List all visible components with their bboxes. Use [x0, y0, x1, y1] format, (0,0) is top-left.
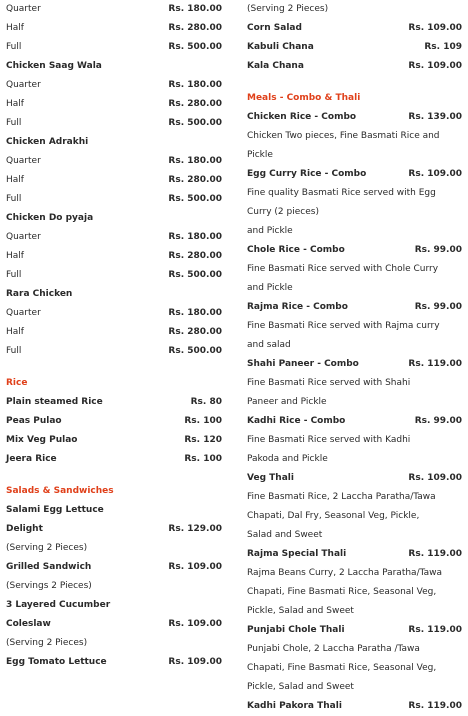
menu-item [247, 412, 462, 431]
item-description [247, 317, 462, 336]
item-description [247, 184, 462, 203]
item-description [247, 0, 462, 19]
menu-item [6, 450, 222, 469]
item-description-text: Fine quality Basmati Rice served with Egg [247, 188, 436, 198]
portion-option-text: Quarter [6, 4, 41, 14]
menu-item [247, 355, 462, 374]
menu-item-text: Salami Egg Lettuce [6, 505, 104, 515]
item-description [247, 279, 462, 298]
portion-option-text: Half [6, 327, 24, 337]
price: Rs. 280.00 [168, 251, 222, 261]
item-description-text: Chapati, Fine Basmati Rice, Seasonal Veg, [247, 587, 437, 597]
item-description-text: (Servings 2 Pieces) [6, 581, 92, 591]
portion-option [6, 76, 222, 95]
item-description [247, 336, 462, 355]
portion-option [6, 247, 222, 266]
item-description [247, 260, 462, 279]
portion-option-text: Full [6, 346, 22, 356]
portion-option-text: Quarter [6, 232, 41, 242]
menu-item-text: Chicken Adrakhi [6, 137, 89, 147]
portion-option-text: Quarter [6, 308, 41, 318]
menu-item-text: Peas Pulao [6, 416, 62, 426]
menu-item-text: Kabuli Chana [247, 42, 314, 52]
item-description [247, 146, 462, 165]
item-description [247, 564, 462, 583]
menu-item-text: 3 Layered Cucumber [6, 600, 111, 610]
menu-item [6, 285, 222, 304]
item-description-text: and salad [247, 340, 291, 350]
portion-option [6, 19, 222, 38]
menu-item [6, 209, 222, 228]
portion-option [6, 304, 222, 323]
menu-item [247, 545, 462, 564]
item-description [247, 488, 462, 507]
menu-item-text: Plain steamed Rice [6, 397, 103, 407]
menu-item [6, 393, 222, 412]
price: Rs. 99.00 [414, 302, 462, 312]
menu-item [6, 653, 222, 672]
price: Rs. 99.00 [414, 245, 462, 255]
menu-item [6, 520, 222, 539]
price: Rs. 180.00 [168, 308, 222, 318]
item-description [247, 203, 462, 222]
item-description-text: Fine Basmati Rice served with Kadhi [247, 435, 411, 445]
item-description-text: Pickle, Salad and Sweet [247, 682, 354, 692]
menu-item [6, 57, 222, 76]
price: Rs. 100 [184, 416, 222, 426]
menu-item-text: Rajma Special Thali [247, 549, 347, 559]
item-description-text: Fine Basmati Rice, 2 Laccha Paratha/Tawa [247, 492, 436, 502]
price: Rs. 109.00 [408, 23, 462, 33]
price: Rs. 180.00 [168, 156, 222, 166]
menu-item [6, 133, 222, 152]
portion-option [6, 152, 222, 171]
price: Rs. 109.00 [408, 473, 462, 483]
portion-option [6, 323, 222, 342]
portion-option-text: Full [6, 118, 22, 128]
portion-option-text: Quarter [6, 80, 41, 90]
menu-item-text: Egg Tomato Lettuce [6, 657, 107, 667]
menu-item-text: Egg Curry Rice - Combo [247, 169, 367, 179]
price: Rs. 280.00 [168, 23, 222, 33]
price: Rs. 180.00 [168, 80, 222, 90]
price: Rs. 109 [424, 42, 462, 52]
price: Rs. 120 [184, 435, 222, 445]
price: Rs. 500.00 [168, 270, 222, 280]
section-heading [6, 374, 222, 393]
item-description-text: (Serving 2 Pieces) [6, 543, 88, 553]
menu-item [247, 469, 462, 488]
menu-item [247, 298, 462, 317]
item-description-text: Pickle [247, 150, 273, 160]
menu-column-right [247, 0, 462, 716]
item-description [247, 602, 462, 621]
portion-option-text: Half [6, 251, 24, 261]
menu-item-text: Grilled Sandwich [6, 562, 92, 572]
item-description [247, 583, 462, 602]
price: Rs. 500.00 [168, 194, 222, 204]
item-description [247, 640, 462, 659]
item-description-text: Salad and Sweet [247, 530, 323, 540]
menu-item-text: Jeera Rice [6, 454, 57, 464]
portion-option-text: Half [6, 99, 24, 109]
price: Rs. 109.00 [408, 61, 462, 71]
portion-option [6, 38, 222, 57]
item-description-text: Fine Basmati Rice served with Chole Curry [247, 264, 439, 274]
portion-option-text: Half [6, 175, 24, 185]
menu-item-text: Chicken Saag Wala [6, 61, 102, 71]
portion-option [6, 342, 222, 361]
menu-item [6, 615, 222, 634]
item-description [6, 539, 222, 558]
menu-item-text: Chicken Do pyaja [6, 213, 94, 223]
portion-option [6, 114, 222, 133]
item-description [247, 431, 462, 450]
menu-item-text: Kadhi Pakora Thali [247, 701, 342, 711]
price: Rs. 280.00 [168, 327, 222, 337]
price: Rs. 500.00 [168, 118, 222, 128]
price: Rs. 109.00 [408, 169, 462, 179]
section-heading [6, 482, 222, 501]
price: Rs. 500.00 [168, 42, 222, 52]
item-description [247, 374, 462, 393]
item-description-text: (Serving 2 Pieces) [247, 4, 329, 14]
portion-option-text: Full [6, 270, 22, 280]
menu-item-text: Delight [6, 524, 43, 534]
menu-item [6, 596, 222, 615]
item-description [247, 526, 462, 545]
item-description-text: Chapati, Fine Basmati Rice, Seasonal Veg, [247, 663, 437, 673]
item-description-text: and Pickle [247, 283, 293, 293]
menu-item [247, 19, 462, 38]
item-description-text: Pickle, Salad and Sweet [247, 606, 354, 616]
menu-item [247, 108, 462, 127]
item-description-text: Chapati, Dal Fry, Seasonal Veg, Pickle, [247, 511, 420, 521]
menu-item-text: Kala Chana [247, 61, 304, 71]
menu-item [247, 241, 462, 260]
item-description-text: Pakoda and Pickle [247, 454, 328, 464]
portion-option-text: Full [6, 42, 22, 52]
menu-item [6, 412, 222, 431]
portion-option-text: Full [6, 194, 22, 204]
item-description-text: (Serving 2 Pieces) [6, 638, 88, 648]
item-description [247, 127, 462, 146]
item-description-text: Rajma Beans Curry, 2 Laccha Paratha/Tawa [247, 568, 442, 578]
item-description [247, 222, 462, 241]
item-description [6, 634, 222, 653]
price: Rs. 180.00 [168, 4, 222, 14]
price: Rs. 119.00 [408, 549, 462, 559]
item-description-text: and Pickle [247, 226, 293, 236]
menu-item-text: Rajma Rice - Combo [247, 302, 348, 312]
menu-item-text: Mix Veg Pulao [6, 435, 78, 445]
portion-option-text: Half [6, 23, 24, 33]
menu-item-text: Shahi Paneer - Combo [247, 359, 359, 369]
item-description [247, 659, 462, 678]
menu-item-text: Kadhi Rice - Combo [247, 416, 346, 426]
item-description-text: Fine Basmati Rice served with Shahi [247, 378, 411, 388]
menu-item [247, 38, 462, 57]
menu-item-text: Chole Rice - Combo [247, 245, 345, 255]
price: Rs. 119.00 [408, 701, 462, 711]
menu-item-text: Punjabi Chole Thali [247, 625, 345, 635]
price: Rs. 99.00 [414, 416, 462, 426]
price: Rs. 139.00 [408, 112, 462, 122]
section-heading-text: Meals - Combo & Thali [247, 93, 361, 103]
item-description [247, 450, 462, 469]
menu-item-text: Rara Chicken [6, 289, 73, 299]
menu-item [6, 431, 222, 450]
item-description-text: Paneer and Pickle [247, 397, 327, 407]
portion-option [6, 0, 222, 19]
item-description-text: Fine Basmati Rice served with Rajma curry [247, 321, 440, 331]
item-description [247, 507, 462, 526]
price: Rs. 180.00 [168, 232, 222, 242]
price: Rs. 119.00 [408, 359, 462, 369]
price: Rs. 500.00 [168, 346, 222, 356]
section-heading [247, 89, 462, 108]
price: Rs. 109.00 [168, 619, 222, 629]
item-description [6, 577, 222, 596]
portion-option [6, 266, 222, 285]
price: Rs. 100 [184, 454, 222, 464]
menu-item [6, 501, 222, 520]
price: Rs. 280.00 [168, 175, 222, 185]
portion-option [6, 228, 222, 247]
portion-option [6, 171, 222, 190]
item-description [247, 678, 462, 697]
menu-item-text: Corn Salad [247, 23, 302, 33]
price: Rs. 80 [190, 397, 222, 407]
menu-item [247, 57, 462, 76]
menu-item-text: Veg Thali [247, 473, 294, 483]
menu-item [247, 621, 462, 640]
section-heading-text: Salads & Sandwiches [6, 486, 114, 496]
portion-option [6, 95, 222, 114]
menu-item-text: Chicken Rice - Combo [247, 112, 357, 122]
menu-item [6, 558, 222, 577]
price: Rs. 119.00 [408, 625, 462, 635]
price: Rs. 280.00 [168, 99, 222, 109]
menu-column-left [6, 0, 222, 672]
portion-option-text: Quarter [6, 156, 41, 166]
item-description-text: Punjabi Chole, 2 Laccha Paratha /Tawa [247, 644, 420, 654]
price: Rs. 109.00 [168, 657, 222, 667]
price: Rs. 109.00 [168, 562, 222, 572]
section-heading-text: Rice [6, 378, 28, 388]
price: Rs. 129.00 [168, 524, 222, 534]
menu-item [247, 165, 462, 184]
item-description [247, 393, 462, 412]
item-description-text: Curry (2 pieces) [247, 207, 319, 217]
menu-item-text: Coleslaw [6, 619, 51, 629]
portion-option [6, 190, 222, 209]
item-description-text: Chicken Two pieces, Fine Basmati Rice and [247, 131, 440, 141]
